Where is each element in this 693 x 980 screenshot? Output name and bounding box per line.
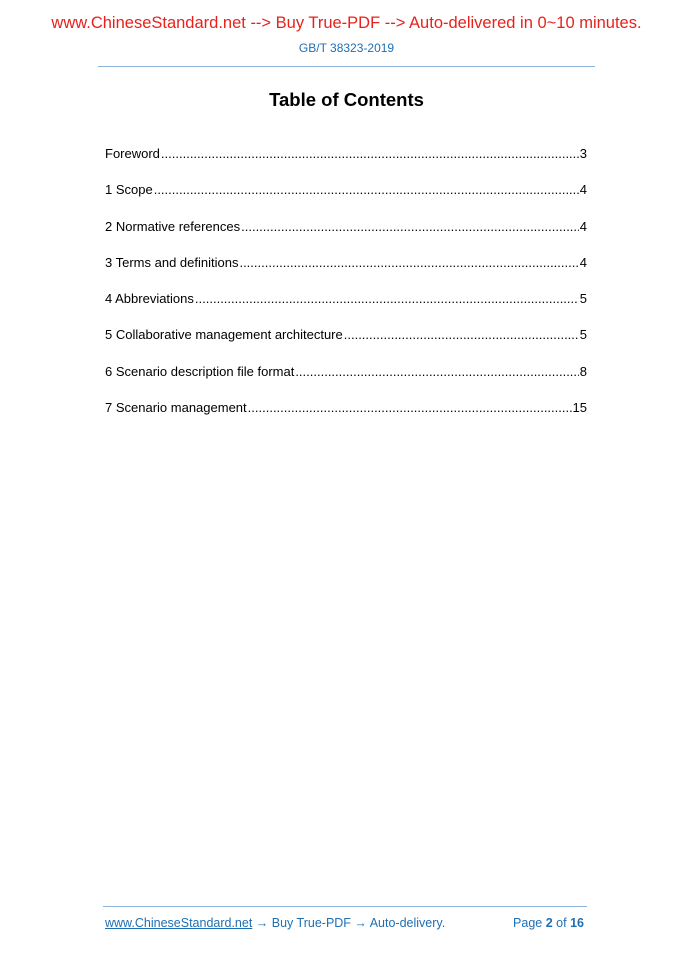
page-word: Page [513,916,543,930]
toc-entry-scenario-description-file-format[interactable] [105,363,587,399]
toc-leader-dots [248,399,572,417]
header-divider [98,66,595,67]
toc-entry-page: 5 [579,327,587,343]
footer-tagline: → Buy True-PDF → Auto-delivery. [252,916,446,930]
toc-leader-dots [195,290,579,308]
toc-entry-foreword[interactable] [105,145,587,181]
of-word: of [556,916,567,930]
current-page-number: 2 [545,916,553,930]
footer-divider [103,906,587,907]
toc-title: Table of Contents [269,89,424,110]
toc-entry-label: 7 Scenario management [105,400,247,416]
toc-entry-label: 4 Abbreviations [105,291,194,307]
toc-entry-label: 6 Scenario description file format [105,363,295,379]
toc-leader-dots [161,145,579,163]
toc-entry-label: 1 Scope [105,182,153,198]
toc-entry-page: 5 [579,291,587,307]
toc-entry-normative-references[interactable] [105,218,587,254]
footer-promo [105,916,445,930]
toc-entry-label: Foreword [105,146,160,161]
toc-leader-dots [241,218,579,236]
toc-entry-abbreviations[interactable] [105,290,587,326]
toc-leader-dots [295,363,578,381]
total-pages-number: 16 [570,916,584,930]
footer-site-link[interactable]: www.ChineseStandard.net [105,916,253,930]
toc-entry-page: 3 [579,146,587,161]
toc-entry-label: 5 Collaborative management architecture [105,327,343,343]
toc-entry-collaborative-management-architecture[interactable] [105,326,587,362]
page-footer [105,916,587,934]
toc-leader-dots [154,181,579,199]
toc-entry-page: 8 [579,363,587,379]
toc-entry-scope[interactable] [105,181,587,217]
toc-leader-dots [344,326,579,344]
page-indicator [513,916,584,930]
toc-entry-page: 4 [579,254,587,270]
toc-entry-label: 2 Normative references [105,218,241,234]
toc-entry-label: 3 Terms and definitions [105,254,239,270]
toc-entry-terms-and-definitions[interactable] [105,254,587,290]
document-code: GB/T 38323-2019 [298,41,395,55]
toc-entry-page: 4 [579,218,587,234]
toc-entry-scenario-management[interactable] [105,399,587,435]
toc-leader-dots [239,254,578,272]
top-banner: www.ChineseStandard.net --> Buy True-PDF --> Auto-delivered in 0~10 minutes. [51,14,642,32]
toc-list [105,145,587,435]
toc-entry-page: 15 [572,400,587,416]
toc-entry-page: 4 [579,182,587,198]
